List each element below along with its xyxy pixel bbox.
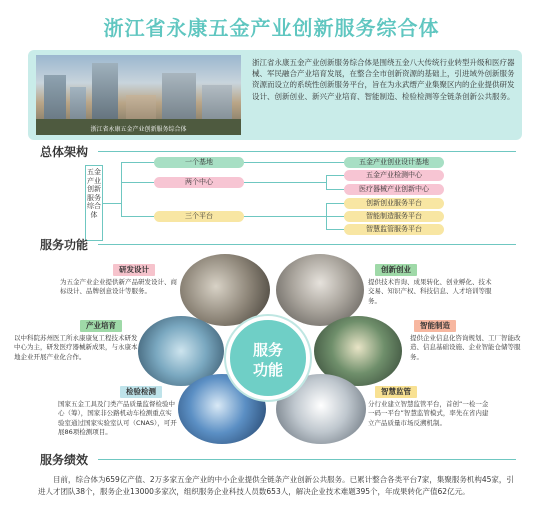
desc-industry: 以中科院苏州医工所永康康复工程技术研发中心为主，研发医疗器械新成果，与永康本地企业开展产业化合作。 [14, 334, 138, 361]
desc-design: 为五金产业企业提供新产品研发设计、商标设计、品牌创意设计等服务。 [60, 278, 177, 296]
level1-centers: 两个中心 [154, 177, 244, 188]
level1-base: 一个基地 [154, 157, 244, 168]
section-heading-performance: 服务绩效 [40, 453, 89, 467]
desc-manufacturing: 提供企业信息化咨询规划、工厂智能改造、信息基础设施、企业智能仓储等服务。 [410, 334, 521, 361]
tag-testing: 检验检测 [120, 386, 162, 398]
section-divider [98, 244, 516, 245]
innovation-photo [276, 254, 364, 326]
connector [121, 162, 154, 163]
platform-item: 智慧监管服务平台 [344, 224, 444, 235]
desc-innovation: 提供技术咨询、成果转化、创业孵化、技术交易、知识产权、科技信息、人才培训等服务。 [368, 278, 492, 305]
connector [326, 229, 344, 230]
connector [326, 189, 344, 190]
connector [326, 203, 344, 204]
tag-supervision: 智慧监管 [375, 386, 417, 398]
base-item: 五金产业创业设计基地 [344, 157, 444, 168]
center-item: 医疗器械产业创新中心 [344, 184, 444, 195]
connector [244, 216, 326, 217]
page-title: 浙江省永康五金产业创新服务综合体 [103, 16, 440, 40]
connector [121, 182, 154, 183]
connector [244, 182, 326, 183]
center-item: 五金产业检测中心 [344, 170, 444, 181]
building-photo [36, 55, 241, 135]
tag-design: 研发设计 [113, 264, 155, 276]
connector [326, 175, 327, 189]
section-divider [98, 459, 516, 460]
tag-industry: 产业培育 [80, 320, 122, 332]
connector [326, 216, 344, 217]
performance-text: 目前，综合体为659亿产值、2万多家五金产业的中小企业提供全链条产业创新公共服务。已累计整合各类平台7家，集聚服务机构45家，引进人才团队38个，服务企业13000多家次，组织服务企业科技人员数653人，解决企业技术难题395个，年成果转化产值62亿元。 [38, 475, 514, 496]
connector [326, 175, 344, 176]
intro-text: 浙江省永康五金产业创新服务综合体是围绕五金八大传统行业转型升级和医疗器械、军民融合产业培育发展，在整合全市创新资源的基础上，引进域外创新服务资源而设立的系统性创新服务平台，旨在为永武缙产业集聚区内的企业提供研发设计、创新创业、新兴产业培育、智能制造、检验检测等全链条创新公共服务。 [252, 58, 515, 101]
photo-caption: 浙江省永康五金产业创新服务综合体 [90, 126, 187, 133]
platform-item: 创新创业服务平台 [344, 198, 444, 209]
section-heading-functions: 服务功能 [40, 238, 89, 252]
section-divider [98, 151, 516, 152]
connector [103, 203, 121, 204]
platform-item: 智能制造服务平台 [344, 211, 444, 222]
center-label-1: 服务 [252, 341, 283, 359]
desc-testing: 国家五金工具及门类产品质量监督检验中心（筹），国家非公路机动车检测重点实验室通过国家实验室认可（CNAS），可开展86项检测项目。 [58, 400, 177, 437]
architecture-root: 五金产业创新服务综合体 [85, 165, 103, 241]
desc-supervision: 分行业建立智慧监管平台，首创“一检一金一码一平台”智慧监管模式，率先在省内建立产品质量市场反溯机制。 [368, 400, 489, 427]
tag-manufacturing: 智能制造 [414, 320, 456, 332]
level1-platforms: 三个平台 [154, 211, 244, 222]
center-label-2: 功能 [252, 361, 283, 379]
design-photo [180, 254, 270, 326]
connector [121, 162, 122, 217]
service-center-circle [226, 316, 310, 400]
section-heading-architecture: 总体架构 [40, 145, 89, 159]
connector [121, 216, 154, 217]
connector [244, 162, 344, 163]
tag-innovation: 创新创业 [375, 264, 417, 276]
